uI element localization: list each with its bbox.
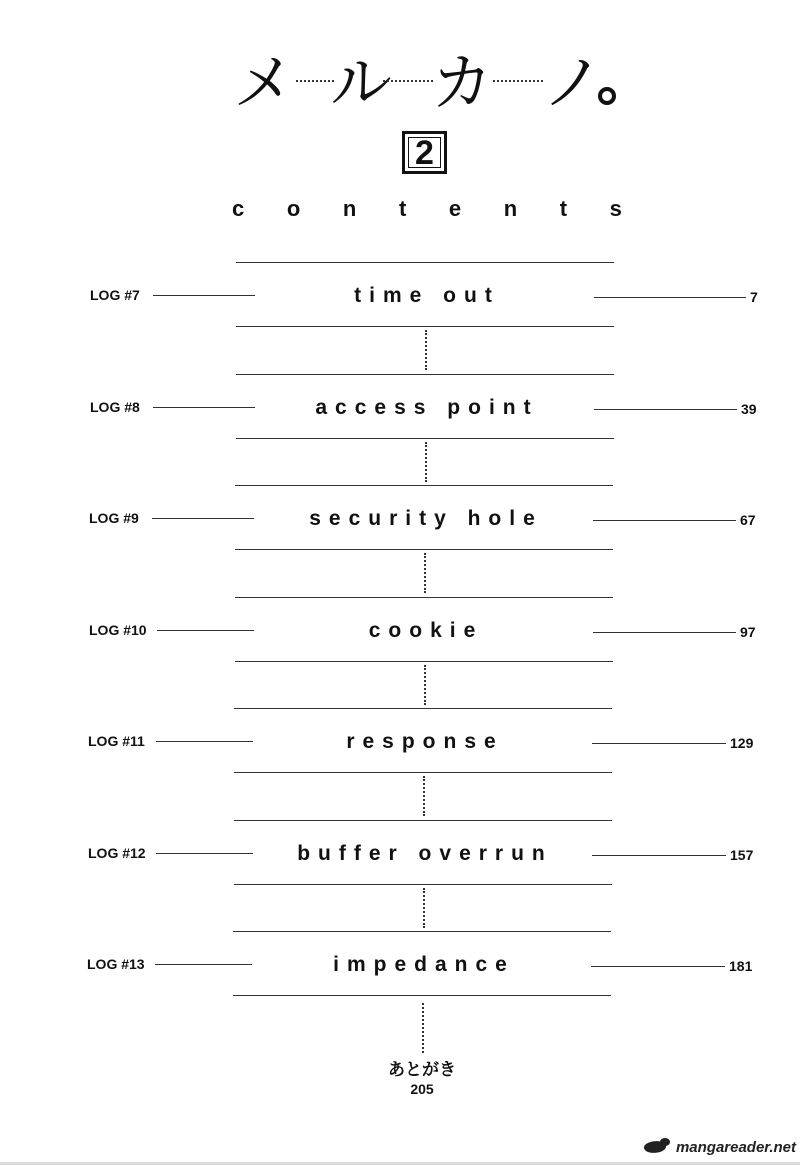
title-char: ノ — [542, 46, 605, 119]
chapter-dotted-connector — [423, 888, 425, 928]
chapter-log-label: LOG #11 — [88, 733, 145, 749]
chapter-right-leader — [594, 409, 737, 410]
chapter-left-leader — [153, 295, 255, 296]
title-char: メ — [233, 46, 296, 119]
chapter-bottom-rule — [235, 549, 613, 550]
chapter-dotted-connector — [425, 330, 427, 370]
contents-heading — [232, 196, 622, 226]
chapter-right-leader — [592, 855, 726, 856]
title-period-mark — [598, 87, 616, 105]
watermark-text: mangareader.net — [675, 1138, 796, 1156]
chapter-right-leader — [593, 632, 736, 633]
chapter-left-leader — [157, 630, 254, 631]
title-dots — [493, 80, 543, 82]
chapter-bottom-rule — [236, 326, 614, 327]
chapter-right-leader — [592, 743, 726, 744]
chapter-title: security hole — [309, 507, 543, 530]
chapter-page-number: 97 — [740, 624, 756, 640]
chapter-right-leader — [594, 297, 746, 298]
chapter-title: access point — [315, 396, 539, 419]
chapter-page-number: 67 — [740, 512, 756, 528]
title-char: ル — [330, 46, 393, 119]
contents-letter: n — [503, 196, 518, 221]
chapter-bottom-rule — [236, 438, 614, 439]
volume-number — [402, 131, 447, 174]
chapter-dotted-connector — [424, 553, 426, 593]
chapter-page-number: 129 — [730, 735, 754, 751]
chapter-log-label: LOG #12 — [88, 845, 146, 861]
chapter-bottom-rule — [234, 884, 612, 885]
chapter-log-label: LOG #9 — [89, 510, 139, 526]
contents-letter: t — [559, 196, 568, 221]
chapter-log-label: LOG #7 — [90, 287, 140, 303]
chapter-top-rule — [235, 485, 613, 486]
chapter-dotted-connector — [423, 776, 425, 816]
contents-letter: s — [609, 196, 622, 221]
chapter-right-leader — [593, 520, 736, 521]
contents-letter: c — [232, 196, 245, 221]
series-title — [228, 48, 628, 118]
chapter-bottom-rule — [234, 772, 612, 773]
chapter-bottom-rule — [235, 661, 613, 662]
chapter-top-rule — [234, 820, 612, 821]
contents-letter: n — [342, 196, 357, 221]
chapter-dotted-connector — [425, 442, 427, 482]
chapter-left-leader — [153, 407, 255, 408]
chapter-bottom-rule — [233, 995, 611, 996]
afterword-page-number: 205 — [410, 1081, 434, 1097]
chapter-page-number: 7 — [750, 289, 758, 305]
title-char: カ — [431, 46, 494, 119]
chapter-title: impedance — [333, 953, 515, 976]
chapter-top-rule — [233, 931, 611, 932]
chapter-top-rule — [234, 708, 612, 709]
contents-letter: o — [286, 196, 301, 221]
afterword-dotted-connector — [422, 1003, 424, 1053]
title-dots — [296, 80, 334, 82]
chapter-title: time out — [354, 284, 500, 307]
contents-letter: e — [448, 196, 462, 221]
volume-number-text: 2 — [415, 133, 434, 172]
chapter-log-label: LOG #8 — [90, 399, 140, 415]
chapter-page-number: 181 — [729, 958, 753, 974]
watermark-logo-icon — [642, 1137, 672, 1157]
chapter-page-number: 157 — [730, 847, 754, 863]
chapter-left-leader — [156, 741, 253, 742]
chapter-title: cookie — [368, 619, 484, 642]
chapter-left-leader — [152, 518, 254, 519]
chapter-title: response — [346, 730, 504, 753]
afterword-label: あとがき — [388, 1060, 456, 1080]
title-dots — [383, 80, 433, 82]
chapter-top-rule — [235, 597, 613, 598]
chapter-left-leader — [156, 853, 253, 854]
chapter-page-number: 39 — [741, 401, 757, 417]
chapter-log-label: LOG #10 — [89, 622, 147, 638]
chapter-log-label: LOG #13 — [87, 956, 145, 972]
chapter-right-leader — [591, 966, 725, 967]
chapter-top-rule — [236, 262, 614, 263]
contents-letter: t — [398, 196, 407, 221]
chapter-title: buffer overrun — [297, 842, 553, 865]
chapter-top-rule — [236, 374, 614, 375]
watermark — [642, 1137, 796, 1157]
chapter-left-leader — [155, 964, 252, 965]
chapter-dotted-connector — [424, 665, 426, 705]
